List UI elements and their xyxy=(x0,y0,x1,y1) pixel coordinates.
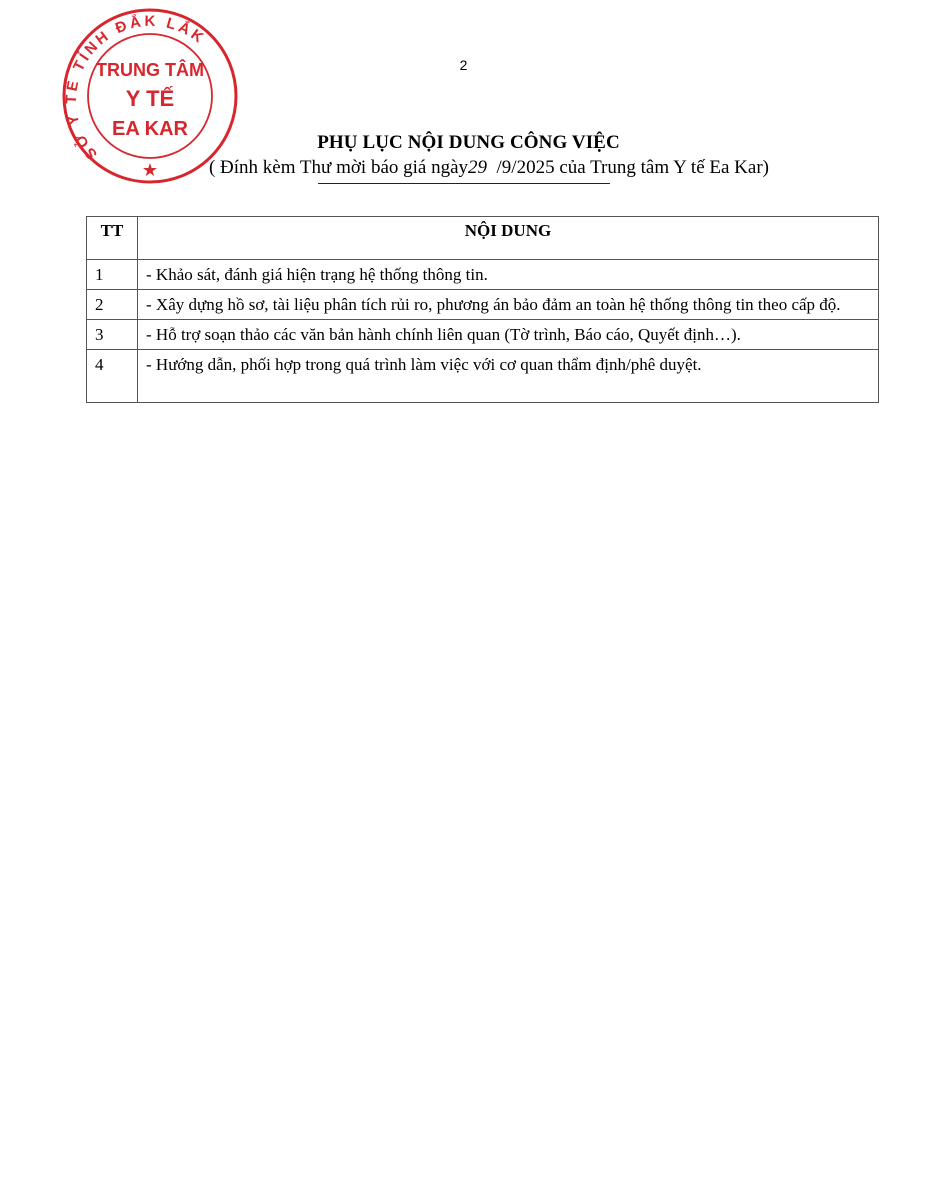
row-content: - Khảo sát, đánh giá hiện trạng hệ thống thông tin. xyxy=(138,260,879,290)
document-subtitle xyxy=(0,157,927,179)
header-content: NỘI DUNG xyxy=(138,217,879,260)
row-content: - Hỗ trợ soạn thảo các văn bản hành chính liên quan (Tờ trình, Báo cáo, Quyết định…). xyxy=(138,320,879,350)
subtitle-suffix: /9/2025 của Trung tâm Y tế Ea Kar) xyxy=(487,157,769,178)
subtitle-day: 29 xyxy=(468,157,488,178)
row-number: 3 xyxy=(87,320,138,350)
header-tt: TT xyxy=(87,217,138,260)
document-title: PHỤ LỤC NỘI DUNG CÔNG VIỆC xyxy=(317,132,620,153)
table-header-row xyxy=(87,217,879,260)
stamp-line-2: Y TẾ xyxy=(125,86,175,111)
stamp-line-1: TRUNG TÂM xyxy=(96,60,204,80)
stamp-arc-text: SỞ Y TẾ TỈNH ĐẮK LẮK xyxy=(62,12,209,163)
star-icon: ★ xyxy=(141,160,159,181)
row-number: 4 xyxy=(87,350,138,403)
row-content: - Xây dựng hồ sơ, tài liệu phân tích rủi ro, phương án bảo đảm an toàn hệ thống thông tin theo cấp độ. xyxy=(138,290,879,320)
row-number: 1 xyxy=(87,260,138,290)
row-number: 2 xyxy=(87,290,138,320)
table-row xyxy=(87,350,879,403)
stamp-line-3: EA KAR xyxy=(112,118,188,140)
table-row xyxy=(87,290,879,320)
subtitle-prefix: ( Đính kèm Thư mời báo giá ngày xyxy=(208,157,469,178)
row-content: - Hướng dẫn, phối hợp trong quá trình làm việc với cơ quan thẩm định/phê duyệt. xyxy=(138,350,879,403)
table-row xyxy=(87,320,879,350)
table-row xyxy=(87,260,879,290)
content-table xyxy=(86,216,879,403)
page-number: 2 xyxy=(459,57,468,73)
subtitle-underline xyxy=(318,183,610,184)
